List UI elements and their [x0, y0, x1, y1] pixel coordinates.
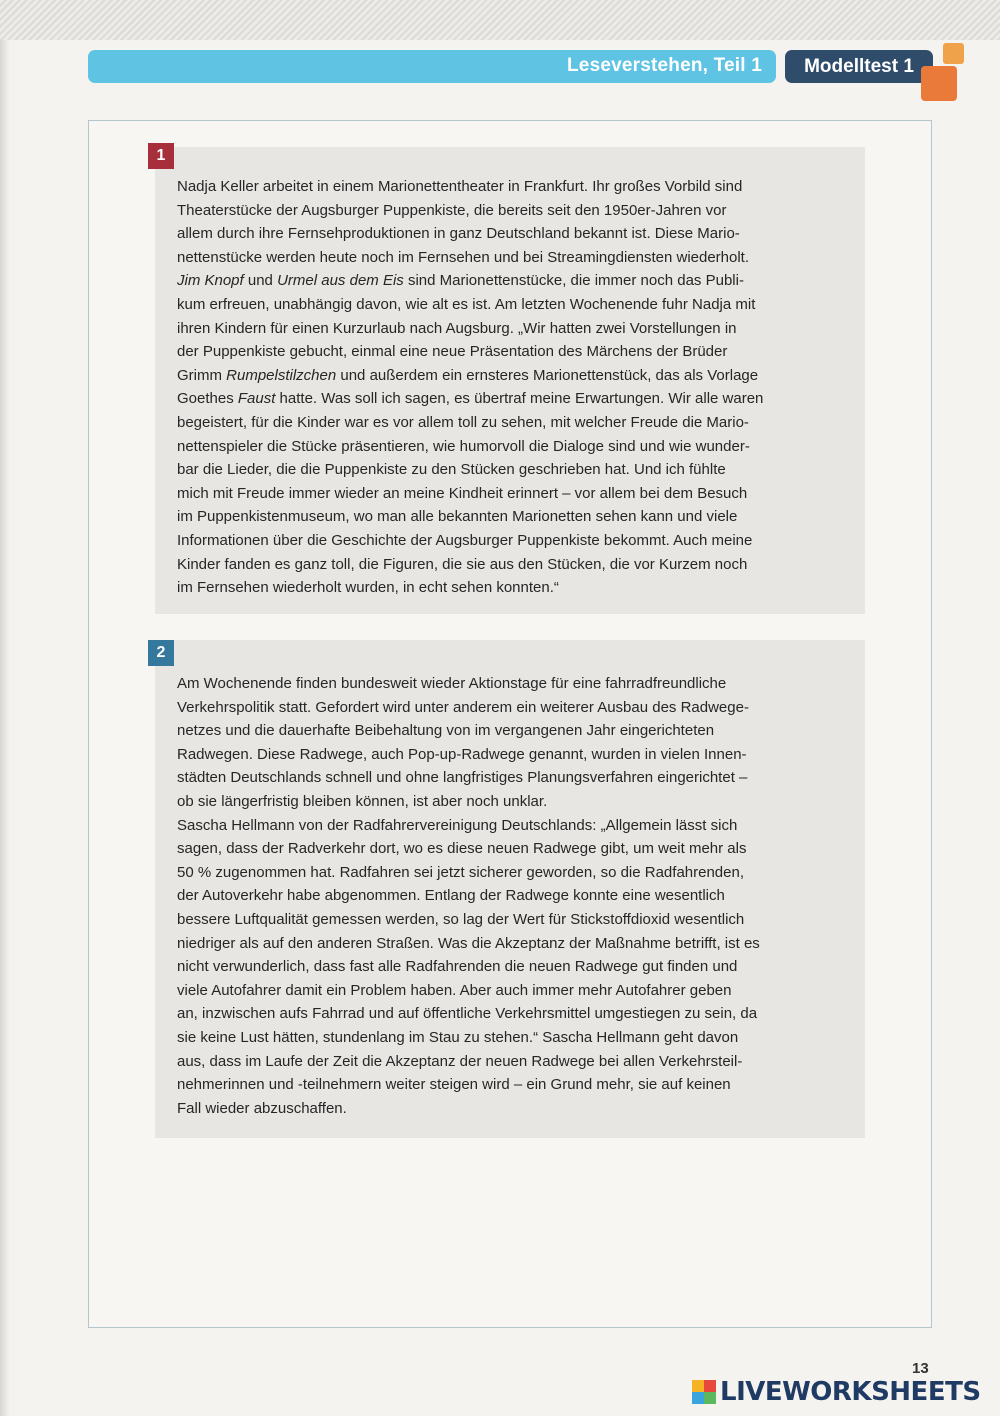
liveworksheets-logo-icon — [692, 1380, 716, 1404]
text-line: Grimm Rumpelstilzchen und außerdem ein ernsteres Marionettenstück, das als Vorlage — [177, 366, 759, 384]
section-header-bar — [88, 50, 776, 83]
text-line: nehmerinnen und -teilnehmern weiter steigen wird – ein Grund mehr, sie auf keinen — [177, 1076, 731, 1094]
text-line: mich mit Freude immer wieder an meine Kindheit erinnert – vor allem bei dem Besuch — [177, 484, 748, 502]
text-line: der Autoverkehr habe abgenommen. Entlang der Radwege konnte eine wesentlich — [177, 887, 725, 905]
text-line: Verkehrspolitik statt. Gefordert wird unter anderem ein weiterer Ausbau des Radwege- — [177, 698, 749, 716]
text-number-badge-2: 2 — [148, 640, 174, 666]
text-line: Am Wochenende finden bundesweit wieder Aktionstage für eine fahrradfreundliche — [177, 675, 727, 692]
text-line: Kinder fanden es ganz toll, die Figuren, die sie aus den Stücken, die vor Kurzem noch — [177, 555, 748, 573]
text-line: an, inzwischen aufs Fahrrad und auf öffentliche Verkehrsmittel umgestiegen zu sein, da — [177, 1005, 758, 1023]
text-line: im Puppenkistenmuseum, wo man alle bekannten Marionetten sehen kann und viele — [177, 508, 738, 526]
text-body-1 — [177, 175, 849, 600]
text-line: nettenstücke werden heute noch im Fernsehen und bei Streamingdiensten wiederholt. — [177, 248, 750, 266]
work-title: Urmel aus dem Eis — [277, 272, 404, 290]
text-line: Jim Knopf und Urmel aus dem Eis sind Marionettenstücke, die immer noch das Publi- — [177, 272, 744, 290]
text-line: allem durch ihre Fernsehproduktionen in ganz Deutschland bekannt ist. Diese Mario- — [177, 225, 740, 243]
text-line: im Fernsehen wiederholt wurden, in echt sehen konnten.“ — [177, 579, 559, 597]
decorative-square-small — [943, 43, 964, 64]
text-line: netzes und die dauerhafte Beibehaltung von im vergangenen Jahr eingerichteten — [177, 722, 715, 740]
page-number: 13 — [912, 1360, 929, 1377]
text-line: kum erfreuen, unabhängig davon, wie alt es ist. Am letzten Wochenende fuhr Nadja mit — [177, 295, 756, 313]
text-line: der Puppenkiste gebucht, einmal eine neue Präsentation des Märchens der Brüder — [177, 343, 728, 361]
text-line: ob sie längerfristig bleiben können, ist aber noch unklar. — [177, 792, 548, 810]
text-line: Radwegen. Diese Radwege, auch Pop-up-Radwege genannt, wurden in vielen Innen- — [177, 745, 747, 763]
text-number-badge-1: 1 — [148, 143, 174, 169]
text-line: bessere Luftqualität gemessen werden, so lag der Wert für Stickstoffdioxid wesentlich — [177, 910, 745, 928]
text-line: Goethes Faust hatte. Was soll ich sagen, es übertraf meine Erwartungen. Wir alle waren — [177, 390, 764, 408]
header-hatch-pattern — [0, 0, 1000, 40]
text-line: nicht verwunderlich, dass fast alle Radfahrenden die neuen Radwege gut finden und — [177, 958, 738, 976]
text-line: Nadja Keller arbeitet in einem Marionettentheater in Frankfurt. Ihr großes Vorbild sind — [177, 178, 743, 195]
text-line: viele Autofahrer damit ein Problem haben. Aber auch immer mehr Autofahrer geben — [177, 981, 732, 999]
text-line: Fall wieder abzuschaffen. — [177, 1099, 347, 1117]
text-line: Informationen über die Geschichte der Augsburger Puppenkiste bekommt. Auch meine — [177, 531, 753, 549]
liveworksheets-logo[interactable] — [692, 1377, 981, 1407]
text-line: sie keine Lust hätten, stundenlang im Stau zu stehen.“ Sascha Hellmann geht davon — [177, 1028, 739, 1046]
work-title: Rumpelstilzchen — [226, 366, 337, 384]
test-label-tab: Modelltest 1 — [785, 50, 933, 83]
work-title: Faust — [237, 390, 276, 408]
text-body-2 — [177, 672, 849, 1120]
work-title: Jim Knopf — [177, 272, 244, 290]
text-line: städten Deutschlands schnell und ohne langfristiges Planungsverfahren eingerichtet – — [177, 769, 748, 787]
section-title: Leseverstehen, Teil 1 — [567, 55, 762, 76]
text-line: ihren Kindern für einen Kurzurlaub nach Augsburg. „Wir hatten zwei Vorstellungen in — [177, 319, 737, 337]
text-line: niedriger als auf den anderen Straßen. Was die Akzeptanz der Maßnahme betrifft, ist es — [177, 934, 760, 952]
text-line: 50 % zugenommen hat. Radfahren sei jetzt sicherer geworden, so die Radfahrenden, — [177, 863, 745, 881]
text-line: sagen, dass der Radverkehr dort, wo es diese neuen Radwege gibt, um weit mehr als — [177, 840, 747, 858]
text-line: aus, dass im Laufe der Zeit die Akzeptanz der neuen Radwege bei allen Verkehrsteil- — [177, 1052, 743, 1070]
text-line: nettenspieler die Stücke präsentieren, wie humorvoll die Dialoge sind und wie wunder- — [177, 437, 750, 455]
page-edge — [0, 0, 10, 1416]
decorative-square-large — [921, 66, 957, 101]
text-line: Sascha Hellmann von der Radfahrervereinigung Deutschlands: „Allgemein lässt sich — [177, 816, 738, 834]
text-line: bar die Lieder, die die Puppenkiste zu den Stücken geschrieben hat. Und ich fühlte — [177, 461, 726, 479]
logo-text: LIVEWORKSHEETS — [720, 1377, 981, 1407]
text-line: Theaterstücke der Augsburger Puppenkiste, die bereits seit den 1950er-Jahren vor — [177, 201, 727, 219]
text-line: begeistert, für die Kinder war es vor allem toll zu sehen, mit welcher Freude die Mario- — [177, 413, 749, 431]
